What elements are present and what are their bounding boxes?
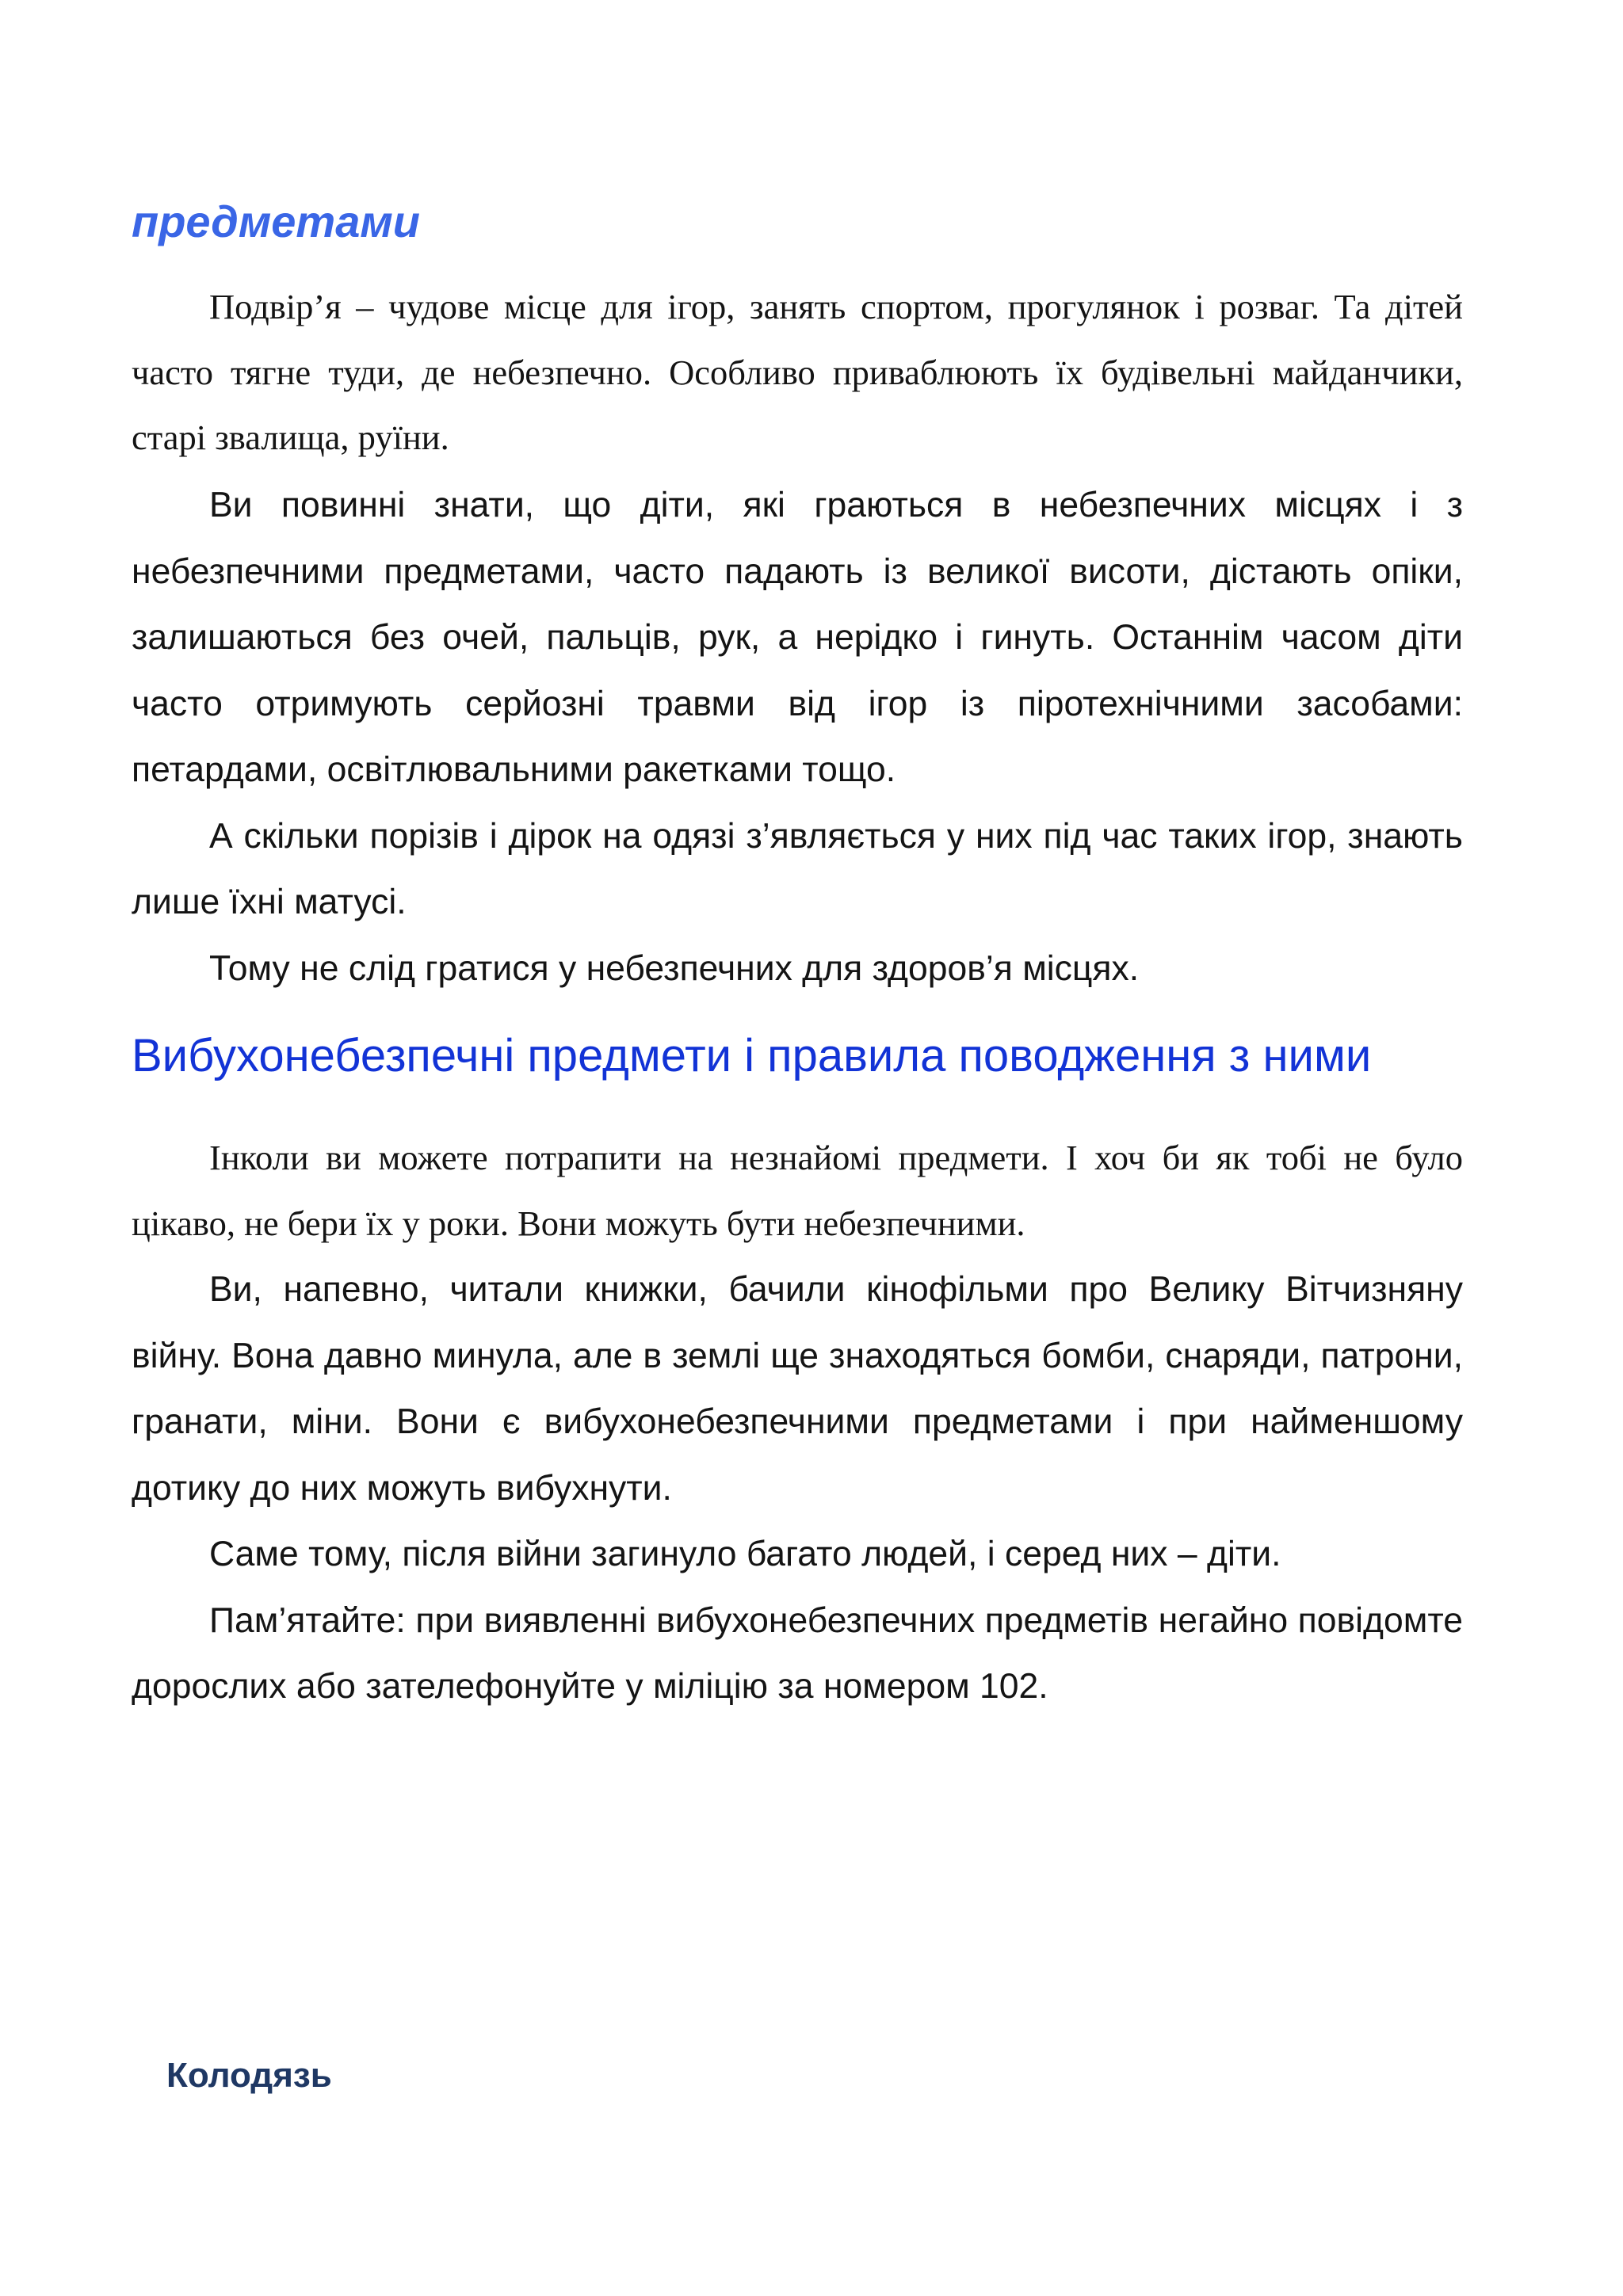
paragraph: А скільки порізів і дірок на одязі з’являється у них під час таких ігор, знають лише їхні матусі. xyxy=(132,816,1463,921)
paragraph: Пам’ятайте: при виявленні вибухонебезпечних предметів негайно повідомте дорослих або зателефонуйте у міліцію за номером 102. xyxy=(132,1600,1463,1706)
paragraph: Тому не слід гратися у небезпечних для здоров’я місцях. xyxy=(209,948,1140,988)
paragraph: Саме тому, після війни загинуло багато людей, і серед них – діти. xyxy=(209,1535,1281,1573)
section-heading: Вибухонебезпечні предмети і правила поводження з ними xyxy=(132,1030,1372,1081)
paragraph: Ви повинні знати, що діти, які граються в небезпечних місцях і з небезпечними предметами, часто падають із великої висоти, дістають опіки, залишаються без очей, пальців, рук, а нерідко і гинуть. Останнім часом діти часто отримують серйозні травми від ігор із піротехнічними засобами: петардами, освітлювальними ракетками тощо. xyxy=(132,486,1463,789)
section2-serif-block xyxy=(132,1125,1463,1256)
section1-sans-block xyxy=(132,472,1463,1001)
section-heading-continued: предметами xyxy=(132,196,420,246)
footer-label: Колодязь xyxy=(166,2056,332,2095)
section1-serif-block xyxy=(132,274,1463,471)
section2-sans-block xyxy=(132,1257,1463,1720)
paragraph: Подвір’я – чудове місце для ігор, занять спортом, прогулянок і розваг. Та дітей часто тягне туди, де небезпечно. Особливо приваблюють їх будівельні майданчики, старі звалища, руїни. xyxy=(132,287,1463,457)
paragraph: Інколи ви можете потрапити на незнайомі предмети. І хоч би як тобі не було цікаво, не бери їх у роки. Вони можуть бути небезпечними. xyxy=(132,1138,1463,1243)
paragraph: Ви, напевно, читали книжки, бачили кінофільми про Велику Вітчизняну війну. Вона давно минула, але в землі ще знаходяться бомби, снаряди, патрони, гранати, міни. Вони є вибухонебезпечними предметами і при найменшому дотику до них можуть вибухнути. xyxy=(132,1270,1463,1508)
